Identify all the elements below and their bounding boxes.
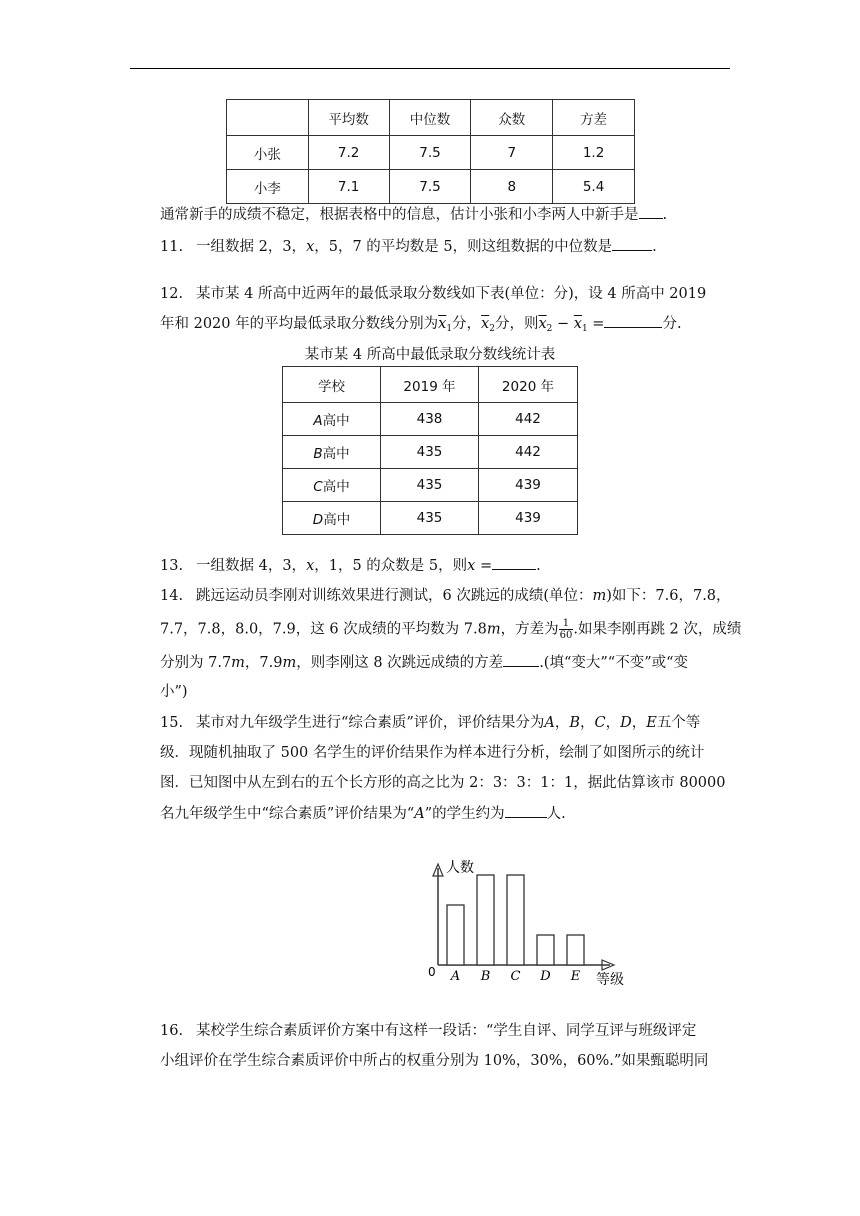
answer-blank (612, 236, 652, 251)
table-cell: 8 (471, 170, 553, 204)
q15-line3: 图．已知图中从左到右的五个长方形的高之比为 2：3：3：1：1，据此估算该市 80000 (160, 775, 726, 791)
grade-bar-chart (420, 850, 640, 990)
q12-line2d: 分. (662, 316, 682, 332)
subscript: 2 (546, 324, 553, 334)
bar-B (477, 875, 494, 965)
unit-m: m (282, 655, 297, 671)
table-cell: 435 (381, 436, 479, 469)
question-12-line2 (160, 313, 682, 339)
fraction-denominator: 60 (559, 630, 573, 641)
table-row (283, 502, 578, 535)
subscript: 2 (489, 324, 495, 334)
y-axis-label: 人数 (446, 860, 474, 876)
question-15-line4 (160, 803, 566, 824)
q14-line2a: 7.7，7.8，8.0，7.9，这 6 次成绩的平均数为 7.8 (160, 621, 487, 638)
q15-line4b: ”的学生约为 (424, 806, 505, 822)
stats-table (226, 99, 635, 204)
table-header-cell: 众数 (471, 100, 553, 136)
header-rule (130, 68, 730, 69)
question-16-line1 (160, 1021, 696, 1041)
q13-end: . (536, 558, 541, 574)
q15-line4c: 人. (546, 806, 566, 822)
q11-end: . (652, 239, 657, 255)
answer-blank (492, 555, 536, 570)
bar-C (507, 875, 524, 965)
tick-label-E: E (570, 969, 581, 984)
q14-line3a: 分别为 7.7 (160, 655, 232, 671)
table-header-cell: 2019 年 (381, 367, 479, 403)
table-cell: 7.2 (308, 136, 389, 170)
subscript: 1 (446, 324, 453, 334)
table-row (283, 469, 578, 502)
origin-label: 0 (428, 965, 436, 979)
q12-line1: 某市某 4 所高中近两年的最低录取分数线如下表(单位：分)，设 4 所高中 2019 (196, 286, 707, 302)
grade-letter: A (544, 715, 555, 731)
q11-text: 一组数据 2，3， (196, 239, 307, 255)
q13-text: 一组数据 4，3， (196, 558, 307, 574)
table-cell: 442 (479, 403, 578, 436)
table-row (283, 403, 578, 436)
table-cell: 1.2 (553, 136, 635, 170)
q14-line2c: .如果李刚再跳 2 次，成绩 (573, 621, 742, 638)
table-header-cell: 2020 年 (479, 367, 578, 403)
grade-letter: D (620, 715, 632, 731)
table-cell (283, 469, 381, 502)
answer-blank (604, 313, 662, 328)
question-15-line1: 15. 某市对九年级学生进行“综合素质”评价，评价结果分为A，B，C，D，E五个等 (160, 715, 701, 731)
table-cell: 小张 (227, 136, 309, 170)
tick-label-D: D (540, 969, 551, 984)
table-cell: 5.4 (553, 170, 635, 204)
question-15-line3 (160, 773, 725, 793)
fraction-numerator: 1 (559, 618, 574, 630)
school-letter: A (313, 413, 323, 429)
question-15-line2 (160, 743, 704, 763)
xbar-symbol: $\overline{x}$ (481, 316, 490, 332)
question-number: 12. (160, 286, 184, 302)
unit-m: m (486, 621, 501, 638)
table-cell (283, 436, 381, 469)
q10-tail: 通常新手的成绩不稳定，根据表格中的信息，估计小张和小李两人中新手是 . (160, 204, 667, 225)
table-cell: 435 (381, 502, 479, 535)
table-header-row (227, 100, 635, 136)
ticks-group (450, 969, 581, 984)
question-16-line2 (160, 1051, 708, 1071)
subscript: 1 (581, 324, 588, 334)
grade-letter: E (646, 715, 657, 731)
tick-label-B: B (480, 969, 491, 984)
q14-line3b: ，7.9 (244, 655, 283, 671)
xbar-symbol: $\overline{x}$ (573, 316, 582, 332)
table-header-row (283, 367, 578, 403)
question-11 (160, 236, 657, 257)
q12-line2a: 年和 2020 年的平均最低录取分数线分别为 (160, 316, 439, 332)
q14-line3d: .(填“变大”“不变”或“变 (539, 655, 689, 671)
q14-line3c: ，则李刚这 8 次跳远成绩的方差 (296, 655, 504, 671)
question-14-line3 (160, 652, 688, 673)
question-number: 14. (160, 588, 184, 604)
tick-label-C: C (510, 969, 521, 984)
unit-m: m (231, 655, 245, 671)
bar-D (537, 935, 554, 965)
q16-line1: 某校学生综合素质评价方案中有这样一段话：“学生自评、同学互评与班级评定 (196, 1023, 697, 1039)
table-header-cell: 学校 (283, 367, 381, 403)
table-cell: 7.5 (389, 136, 471, 170)
school-letter: C (313, 479, 323, 495)
q11-text2: ，5，7 的平均数是 5，则这组数据的中位数是 (314, 239, 613, 255)
answer-blank (639, 204, 663, 219)
table-cell: 439 (479, 469, 578, 502)
table-cell: 小李 (227, 170, 309, 204)
table-cell: 435 (381, 469, 479, 502)
school-suffix: 高中 (322, 446, 350, 462)
xbar-symbol: $\overline{x}$ (538, 316, 547, 332)
q15-line1b: 五个等 (656, 715, 701, 731)
question-number: 13. (160, 558, 184, 574)
question-14-line1 (160, 586, 731, 606)
table-cell: 7.1 (308, 170, 389, 204)
question-12-line1 (160, 284, 706, 304)
question-number: 11. (160, 239, 184, 255)
table-header-cell: 方差 (553, 100, 635, 136)
variable-x: x (467, 558, 476, 574)
school-suffix: 高中 (322, 413, 350, 429)
unit-m: m (592, 588, 607, 604)
bar-E (567, 935, 584, 965)
table-cell: 442 (479, 436, 578, 469)
question-14-line2 (160, 618, 741, 641)
minus-sign: − (552, 316, 574, 332)
table-caption: 某市某 4 所高中最低录取分数线统计表 (304, 347, 556, 363)
school-letter: D (312, 512, 324, 528)
question-14-line4 (160, 682, 188, 702)
q15-line2: 级．现随机抽取了 500 名学生的评价结果作为样本进行分析，绘制了如图所示的统计 (160, 745, 705, 761)
q14-line4: 小”) (160, 684, 188, 700)
q16-line2: 小组评价在学生综合素质评价中所占的权重分别为 10%，30%，60%.”如果甄聪明同 (160, 1053, 709, 1069)
bar-A (447, 905, 464, 965)
grade-letter: C (594, 715, 606, 731)
xbar-symbol: $\overline{x}$ (438, 316, 447, 332)
school-suffix: 高中 (322, 479, 350, 495)
grade-letter: B (569, 715, 580, 731)
table-cell (283, 502, 381, 535)
score-table (282, 366, 578, 535)
variable-x: x (306, 558, 315, 574)
question-number: 16. (160, 1023, 184, 1039)
table-cell (283, 403, 381, 436)
q14-line1b: )如下：7.6，7.8， (606, 588, 731, 604)
table-cell: 7 (471, 136, 553, 170)
equals-sign: = (475, 558, 493, 574)
fraction (559, 618, 574, 641)
tick-label-A: A (450, 969, 461, 984)
school-suffix: 高中 (323, 512, 351, 528)
table-header-cell: 中位数 (389, 100, 471, 136)
school-letter: B (313, 446, 323, 462)
answer-blank (503, 652, 539, 667)
x-axis-label: 等级 (596, 972, 624, 988)
table-cell: 439 (479, 502, 578, 535)
q14-line1a: 跳远运动员李刚对训练效果进行测试，6 次跳远的成绩(单位： (196, 588, 593, 604)
table-row (227, 136, 635, 170)
q13-text2: ，1，5 的众数是 5，则 (314, 558, 468, 574)
q15-line4a: 名九年级学生中“综合素质”评价结果为“ (160, 806, 415, 822)
table-cell: 438 (381, 403, 479, 436)
table-cell: 7.5 (389, 170, 471, 204)
grade-letter: A (414, 806, 425, 822)
q12-line2b: 分， (452, 316, 482, 332)
q14-line2b: ，方差为 (500, 621, 559, 638)
table-header-cell: 平均数 (308, 100, 389, 136)
answer-blank (505, 803, 547, 818)
table-row (227, 170, 635, 204)
q10-text: 通常新手的成绩不稳定，根据表格中的信息，估计小张和小李两人中新手是 (160, 207, 639, 223)
q15-line1a: 某市对九年级学生进行“综合素质”评价，评价结果分为 (196, 715, 545, 731)
table-row (283, 436, 578, 469)
q12-line2c: 分，则 (494, 316, 539, 332)
table-header-cell (227, 100, 309, 136)
question-13 (160, 555, 541, 576)
bars-group (447, 875, 584, 965)
equals-sign: = (587, 316, 605, 332)
question-number: 15. (160, 715, 184, 731)
variable-x: x (306, 239, 315, 255)
